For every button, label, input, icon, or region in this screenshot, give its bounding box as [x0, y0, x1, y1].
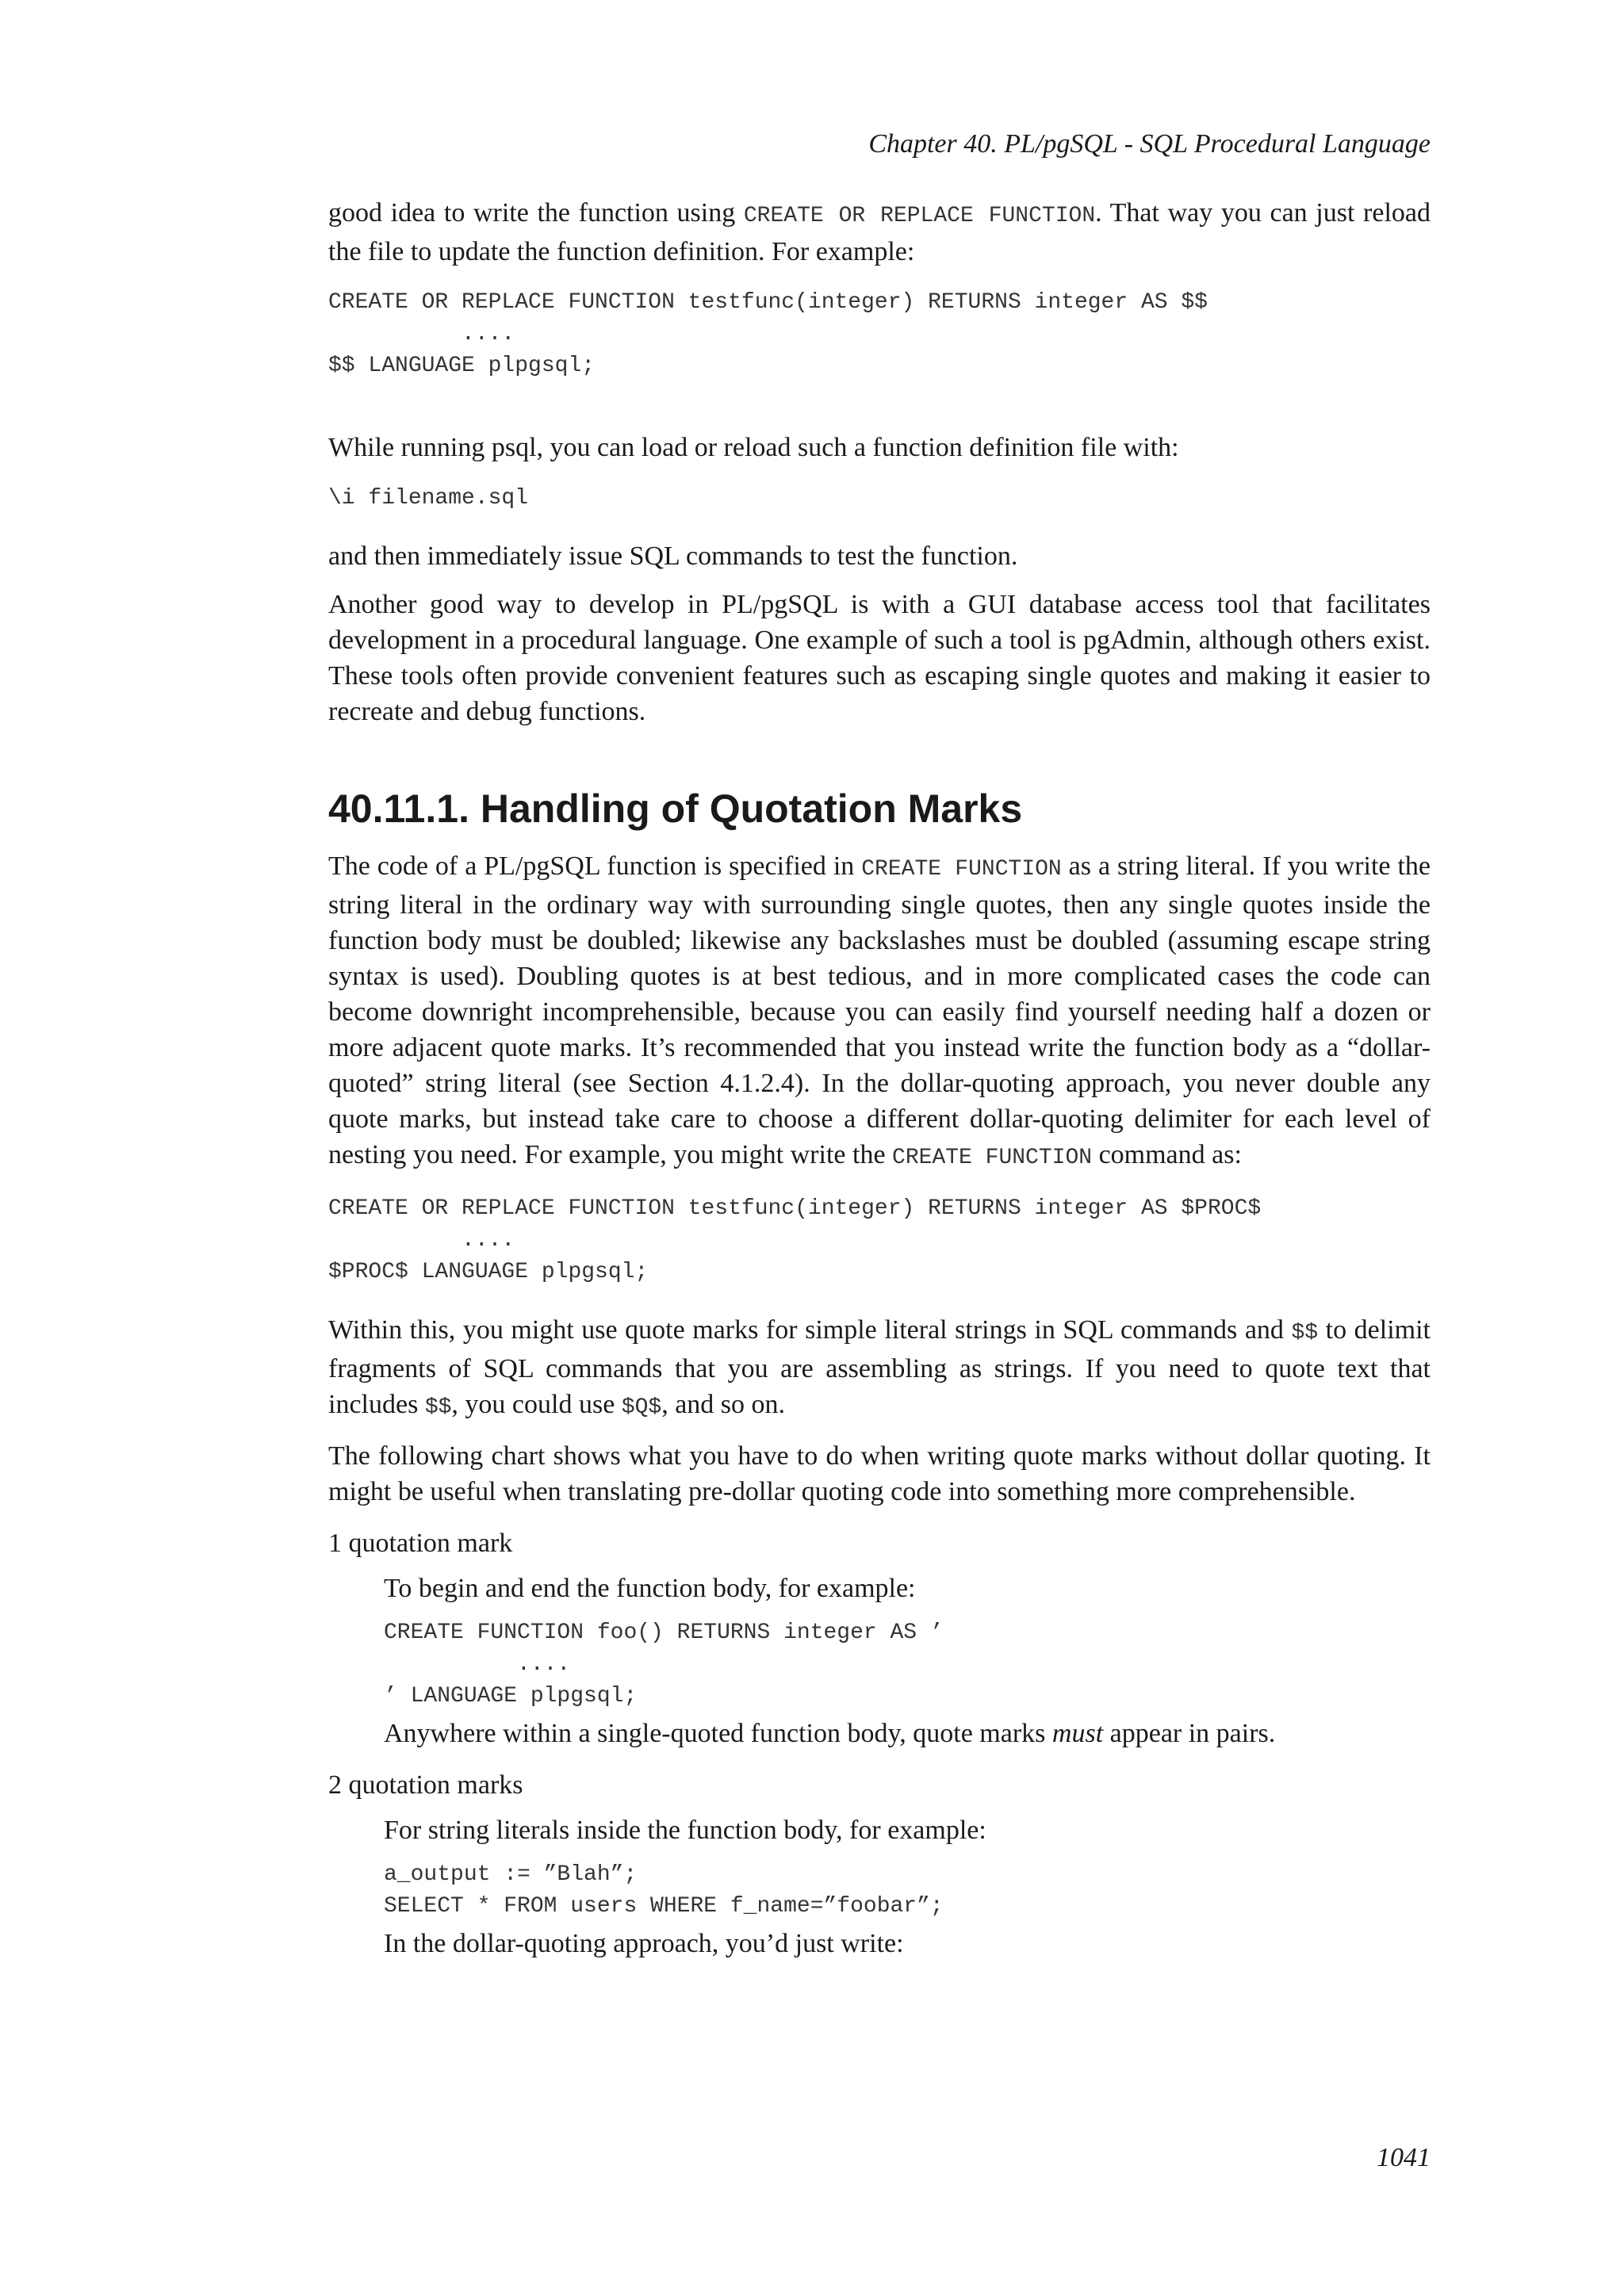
definition-intro: For string literals inside the function body, for example:	[384, 1816, 986, 1845]
code-block-single-quote: CREATE FUNCTION foo() RETURNS integer AS ’ .... ’ LANGUAGE plpgsql;	[384, 1621, 944, 1709]
code-block-double-quote: a_output := ”Blah”; SELECT * FROM users WHERE f_name=”foobar”;	[384, 1862, 944, 1919]
code-block-dollar-proc: CREATE OR REPLACE FUNCTION testfunc(integer) RETURNS integer AS $PROC$ .... $PROC$ LANGUAGE plpgsql;	[328, 1196, 1262, 1284]
page-content	[328, 195, 1431, 1969]
intro-paragraph-2: While running psql, you can load or reload such a function definition file with:	[328, 433, 1179, 462]
inline-code: $Q$	[621, 1395, 662, 1420]
definition-note: In the dollar-quoting approach, you’d just write:	[384, 1929, 904, 1958]
running-header: Chapter 40. PL/pgSQL - SQL Procedural Language	[868, 129, 1431, 159]
section-paragraph-3: The following chart shows what you have to do when writing quote marks without dollar quoting. It might be useful when translating pre-dollar quoting code into something more comprehensible.	[328, 1441, 1431, 1506]
text-run: Anywhere within a single-quoted function body, quote marks	[384, 1719, 1052, 1748]
definition-term: 1 quotation mark	[328, 1529, 513, 1558]
section-heading: 40.11.1. Handling of Quotation Marks	[328, 786, 1023, 831]
intro-paragraph-1	[328, 195, 1431, 270]
definition-body	[384, 1571, 1431, 1751]
text-run: , and so on.	[661, 1390, 786, 1419]
definition-note	[384, 1716, 1431, 1751]
inline-code: CREATE FUNCTION	[892, 1146, 1093, 1170]
code-block-psql-include: \i filename.sql	[328, 486, 529, 511]
text-run: , you could use	[451, 1390, 622, 1419]
text-run: command as:	[1092, 1140, 1242, 1169]
inline-code: $$	[1291, 1321, 1319, 1345]
text-run: The code of a PL/pgSQL function is specified in	[328, 851, 862, 881]
intro-paragraph-3: and then immediately issue SQL commands to test the function.	[328, 541, 1018, 571]
inline-code: CREATE OR REPLACE FUNCTION	[743, 204, 1096, 228]
text-run: as a string literal. If you write the string literal in the ordinary way with surrounding single quotes, then any single quotes inside the function body must be doubled; likewise any backslashes must be doubled (assuming escape string syntax is used). Doubling quotes is at best tedious, and in more complicated cases the code can become downright incomprehensible, because you can easily find yourself needing half a dozen or more adjacent quote marks. It’s recommended that you instead write the function body as a “dollar-quoted” string literal (see Section 4.1.2.4). In the dollar-quoting approach, you never double any quote marks, but instead take care to choose a different dollar-quoting delimiter for each level of nesting you need. For example, you might write the	[328, 851, 1431, 1169]
page-number: 1041	[1377, 2143, 1431, 2172]
inline-code: $$	[424, 1395, 452, 1420]
definition-intro: To begin and end the function body, for example:	[384, 1574, 916, 1603]
text-run: Within this, you might use quote marks for simple literal strings in SQL commands and	[328, 1315, 1292, 1345]
text-run: to delimit fragments of SQL commands that you are assembling as strings. If you need to quote text that includes	[328, 1315, 1431, 1419]
text-run: good idea to write the function using	[328, 198, 744, 228]
intro-paragraph-4: Another good way to develop in PL/pgSQL is with a GUI database access tool that facilitates development in a procedural language. One example of such a tool is pgAdmin, although others exist. These tools often provide convenient features such as escaping single quotes and making it easier to recreate and debug functions.	[328, 590, 1431, 726]
emphasis: must	[1051, 1719, 1104, 1748]
definition-term: 2 quotation marks	[328, 1770, 523, 1800]
section-paragraph-2	[328, 1312, 1431, 1425]
document-page	[328, 0, 1431, 2296]
text-run: appear in pairs.	[1103, 1719, 1276, 1748]
inline-code: CREATE FUNCTION	[861, 857, 1062, 882]
definition-body	[384, 1812, 1431, 1961]
text-run: . That way you can just reload the file to update the function definition. For example:	[328, 198, 1431, 266]
code-block-testfunc: CREATE OR REPLACE FUNCTION testfunc(integer) RETURNS integer AS $$ .... $$ LANGUAGE plpgsql;	[328, 290, 1208, 378]
section-paragraph-1	[328, 848, 1431, 1176]
